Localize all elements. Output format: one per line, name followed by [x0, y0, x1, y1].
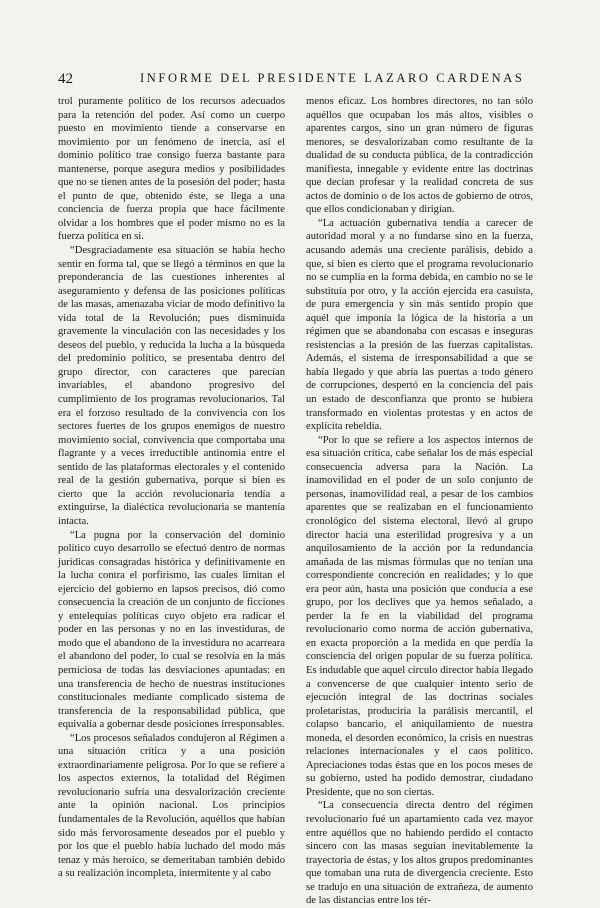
paragraph: “Los procesos señalados condujeron al Régimen a una situación crítica y a una posición extraordinariamente peligrosa. Por lo que se refiere a los aspectos externos, la totalidad del Régimen revolucionario sufría una desvalorización creciente ante la opinión nacional. Los principios fundamentales de la Revolución, aquéllos que habían sido más fervorosamente deseados por el pueblo y por los que el pueblo había luchado del modo más tenaz y más heroico, se demeritaban también debido a su realización incompleta, intermitente y al cabo	[58, 732, 285, 880]
right-text-column	[306, 95, 533, 907]
paragraph: “Desgraciadamente esa situación se había hecho sentir en forma tal, que se llegó a términos en que la preponderancia de las cuestiones inherentes al aseguramiento y defensa de las posiciones políticas de las masas, amenazaba viciar de modo definitivo la vida total de la Revolución; pues disminuída gravemente la vinculación con las necesidades y los deseos del pueblo, y reducida la lucha a la búsqueda del predominio político, se presentaba dentro del grupo director, con caracteres que parecían invariables, el abandono progresivo del cumplimiento de los programas revolucionarios. Tal era el forzoso resultado de la convivencia con los sectores fuertes de los grupos enemigos de nuestro movimiento social, convivencia que comportaba una flagrante y a veces irreductible antinomia entre el sentido de las plataformas electorales y el contenido real de la gestión gubernativa, porque si bien es cierto que la acción revolucionaria tendía a extinguirse, la dialéctica revolucionaria se mantenía intacta.	[58, 245, 285, 527]
paragraph: menos eficaz. Los hombres directores, no tan sólo aquéllos que ocupaban los más altos, visibles o aparentes cargos, sino un gran número de figuras menores, se desvalorizaban como resultante de la dualidad de su conducta pública, de la contradicción manifiesta, innegable y evidente entre las doctrinas que decían profesar y la realidad concreta de sus actos de dominio o de los actos de gobierno de otros, que ellos condicionaban y dirigían.	[306, 96, 533, 216]
paragraph: “La pugna por la conservación del dominio político cuyo desarrollo se efectuó dentro de normas jurídicas consagradas histórica y definitivamente en la lucha contra el porfirismo, las cuales limitan el ejercicio del gobierno en lapsos precisos, dió como consecuencia la creación de un conjunto de ficciones y entelequias políticas cuyo objeto era radicar el poder en las personas y no en las investiduras, de modo que el abandono de la investidura no acarreara el abandono del poder, lo cual se resolvía en la más perniciosa de todas las desviaciones apuntadas: en una transferencia de hecho de nuestras instituciones constitucionales mediante complicado sistema de transferencia de la responsabilidad pública, que equivalía a gobernar desde posiciones irresponsables.	[58, 529, 285, 731]
running-title: INFORME DEL PRESIDENTE LAZARO CARDENAS	[140, 71, 525, 85]
page-number: 42	[58, 71, 73, 87]
left-text-column	[58, 95, 285, 880]
paragraph: trol puramente político de los recursos adecuados para la retención del poder. Así como un cuerpo puesto en movimiento tiende a conservarse en movimiento por un fenómeno de inercia, así el dominio político trae consigo fuerza bastante para mantenerse, porque asegura medios y posibilidades que no se tienen antes de la posesión del poder; hasta el punto de que, obtenido éste, se llega a una conciencia de fuerza propia que hace fácilmente olvidar a los hombres que el poder mismo no es la fuerza política en sí.	[58, 96, 285, 243]
paragraph: “La actuación gubernativa tendía a carecer de autoridad moral y a no fundarse sino en la fuerza, acusando además una creciente parálisis, debido a que, si bien es cierto que el programa revolucionario no se cumplía en la forma debida, en cambio no se le substituía por otro, y la acción ejercida era casuista, de pura emergencia y sin más sentido propio que aquél que imponía la lógica de la historia a un régimen que se abandonaba con escasas e inseguras resistencias a la presión de las fuerzas capitalistas. Además, el sistema de irresponsabilidad a que se había llegado y que abría las puertas a todo género de corrupciones, despertó en la conciencia del país un estado de desconfianza que pronto se hubiera transformado en violentas protestas y en actos de explícita rebeldía.	[306, 217, 533, 433]
paragraph: “Por lo que se refiere a los aspectos internos de esa situación crítica, cabe señalar los de más especial consecuencia adversa para la Nación. La inamovilidad en el poder de un solo conjunto de personas, inamovilidad real, a pesar de los cambios aparentes que se realizaban en el funcionamiento cronológico del sistema electoral, llevó al grupo director hacia una esterilidad progresiva y a un anquilosamiento de la acción por la redundancia amañada de las mismas fórmulas que no tenían una correspondiente concreción en realidades; y lo que era peor aún, hasta una posición que conducía a ese grupo, por los declives que ya hemos señalado, a perder la fe en la viabilidad del programa revolucionario como norma de acción gubernativa, en exacta proporción a la medida en que perdía la consciencia del origen popular de su fuerza política. Es indudable que aquel círculo director había llegado a convencerse de que cualquier intento serio de ejecución integral de las doctrinas sociales proletaristas, produciría la parálisis mercantil, el colapso bancario, el aniquilamiento de nuestra moneda, el desorden económico, la crisis en nuestras relaciones internacionales y el caos político. Apreciaciones todas éstas que en los pocos meses de su gobierno, usted ha podido demostrar, ciudadano Presidente, que no son ciertas.	[306, 434, 533, 798]
paragraph: “La consecuencia directa dentro del régimen revolucionario fué un apartamiento cada vez mayor entre aquéllos que no habiendo perdido el contacto sincero con las masas seguían inevitablemente la trayectoria de éstas, y los altos grupos predominantes que tomaban una ruta de divergencia creciente. Esto se tradujo en una situación de extrañeza, de aumento de las distancias entre los tér-	[306, 800, 533, 907]
